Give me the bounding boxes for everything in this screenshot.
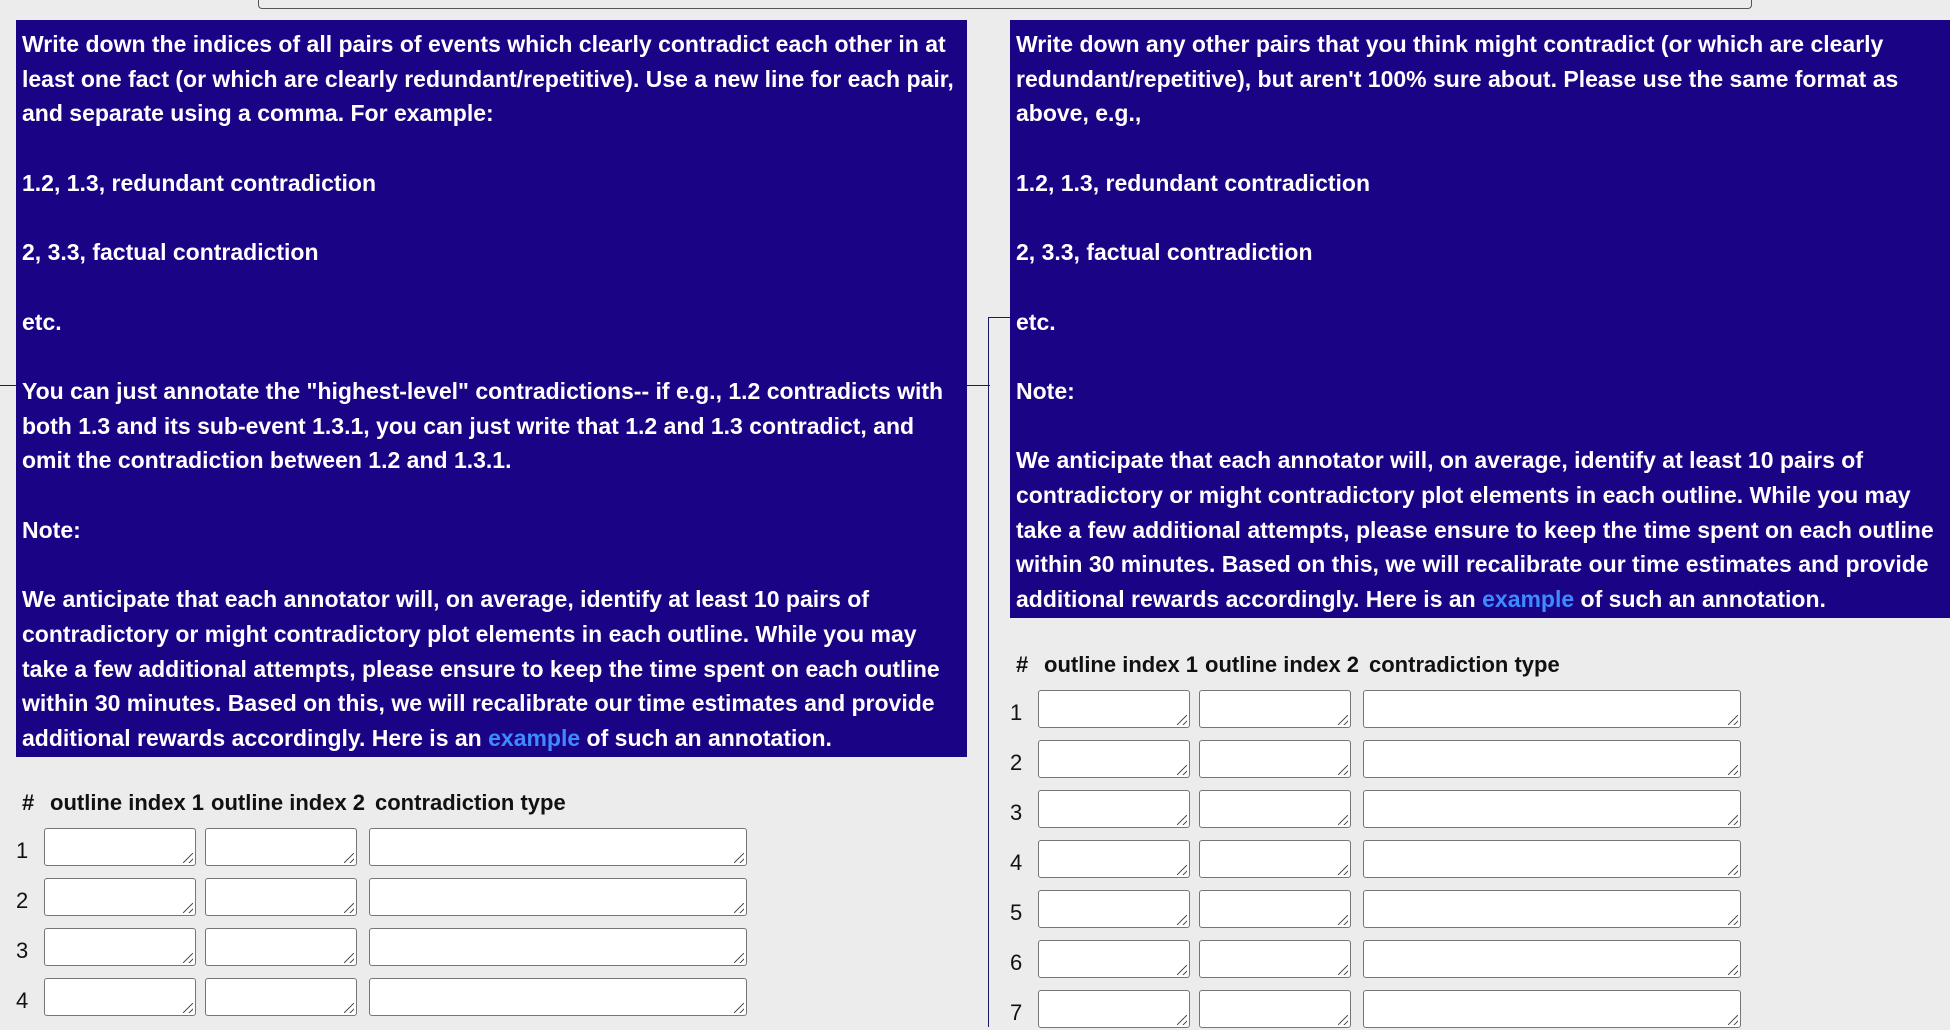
example-line: 2, 3.3, factual contradiction <box>1016 239 1313 266</box>
text: of such an annotation. <box>1574 586 1826 613</box>
outline-index-1-input[interactable] <box>1038 890 1190 928</box>
row-number: 6 <box>1010 950 1023 975</box>
row-number: 3 <box>16 938 29 963</box>
note-heading: Note: <box>22 516 81 543</box>
col-header-type: contradiction type <box>1369 652 1560 677</box>
row-number: 4 <box>16 988 29 1013</box>
text: of such an annotation. <box>580 724 832 751</box>
col-header-index1: outline index 1 <box>50 790 205 815</box>
example-line: etc. <box>1016 308 1056 335</box>
col-header-number: # <box>22 790 35 815</box>
contradiction-type-input[interactable] <box>1363 840 1741 878</box>
outline-index-2-input[interactable] <box>1199 690 1351 728</box>
example-line: 1.2, 1.3, redundant contradiction <box>1016 169 1371 196</box>
text: We anticipate that each annotator will, on average, identify <box>22 586 669 613</box>
example-line: 1.2, 1.3, redundant contradiction <box>22 169 377 196</box>
text: We anticipate that each annotator will, on average, identify <box>1016 447 1663 474</box>
row-number: 1 <box>1010 700 1023 725</box>
col-header-index2: outline index 2 <box>211 790 366 815</box>
instruction-paragraph <box>22 27 961 131</box>
outline-index-1-input[interactable] <box>44 828 196 866</box>
outline-index-2-input[interactable] <box>205 878 357 916</box>
row-number: 2 <box>1010 750 1023 775</box>
text: . While you may take a few additional attempts, please ensure to keep the time spent on each outline within 30 minutes. Based on this, we will recalibrate our time estimates and provide additional rewards accordingly. Here is an <box>22 620 940 751</box>
right-instructions-panel <box>1010 20 1950 618</box>
contradiction-type-input[interactable] <box>1363 990 1741 1028</box>
row-number: 3 <box>1010 800 1023 825</box>
contradiction-type-input[interactable] <box>1363 790 1741 828</box>
outline-index-2-input[interactable] <box>1199 990 1351 1028</box>
text: Write down any other pairs that you think <box>1016 31 1475 57</box>
emphasis-text: at least 10 pairs of contradictory or might contradictory plot elements in each outline <box>1016 447 1863 509</box>
divider-line <box>965 385 990 386</box>
divider-line <box>988 317 1010 318</box>
outline-index-1-input[interactable] <box>1038 940 1190 978</box>
contradiction-type-input[interactable] <box>369 878 747 916</box>
col-header-index1: outline index 1 <box>1044 652 1199 677</box>
outline-index-2-input[interactable] <box>1199 740 1351 778</box>
outline-index-2-input[interactable] <box>1199 840 1351 878</box>
definite-contradictions-table <box>16 790 756 1030</box>
outline-index-1-input[interactable] <box>1038 690 1190 728</box>
divider-line <box>988 317 989 1027</box>
row-number: 5 <box>1010 900 1023 925</box>
outline-index-2-input[interactable] <box>205 828 357 866</box>
contradiction-type-input[interactable] <box>1363 740 1741 778</box>
top-frame <box>258 0 1752 9</box>
contradiction-type-input[interactable] <box>369 928 747 966</box>
outline-index-1-input[interactable] <box>1038 740 1190 778</box>
emphasis-text: clearly contradict <box>578 31 770 57</box>
outline-index-2-input[interactable] <box>1199 890 1351 928</box>
outline-index-1-input[interactable] <box>1038 840 1190 878</box>
example-link[interactable]: example <box>1482 586 1575 613</box>
col-header-number: # <box>1016 652 1029 677</box>
contradiction-type-input[interactable] <box>369 978 747 1016</box>
outline-index-2-input[interactable] <box>205 928 357 966</box>
example-line: 2, 3.3, factual contradiction <box>22 239 319 266</box>
contradiction-type-input[interactable] <box>1363 690 1741 728</box>
emphasis-text: might contradict <box>1474 31 1655 57</box>
example-line: etc. <box>22 308 62 335</box>
outline-index-2-input[interactable] <box>205 978 357 1016</box>
row-number: 7 <box>1010 1000 1023 1025</box>
outline-index-2-input[interactable] <box>1199 790 1351 828</box>
text: (or which are clearly redundant/repetitive), but aren't 100% sure about. Please use the same format as above, e.g., <box>1016 31 1899 127</box>
outline-index-1-input[interactable] <box>44 928 196 966</box>
contradiction-type-input[interactable] <box>1363 890 1741 928</box>
instruction-paragraph: You can just annotate the "highest-level" contradictions-- if e.g., 1.2 contradicts with both 1.3 and its sub-event 1.3.1, you can just write that 1.2 and 1.3 contradict, and omit the contradiction between 1.2 and 1.3.1. <box>22 377 944 474</box>
instruction-paragraph <box>1016 443 1944 617</box>
contradiction-type-input[interactable] <box>1363 940 1741 978</box>
note-heading: Note: <box>1016 377 1075 404</box>
text: each other in at least one fact (or which are clearly redundant/repetitive). Use a new line for each pair, and separate using a comma. For example: <box>22 31 954 127</box>
row-number: 4 <box>1010 850 1023 875</box>
text: . While you may take a few additional attempts, please ensure to keep the time spent on each outline within 30 minutes. Based on this, we will recalibrate our time estimates and provide additional rewards accordingly. Here is an <box>1016 482 1934 613</box>
outline-index-1-input[interactable] <box>44 878 196 916</box>
instruction-paragraph <box>1016 27 1944 131</box>
possible-contradictions-table <box>1010 652 1750 1025</box>
left-instructions-panel <box>16 20 967 757</box>
outline-index-1-input[interactable] <box>44 978 196 1016</box>
row-number: 1 <box>16 838 29 863</box>
col-header-index2: outline index 2 <box>1205 652 1360 677</box>
text: Write down the indices of all pairs of events which <box>22 31 579 57</box>
outline-index-1-input[interactable] <box>1038 790 1190 828</box>
col-header-type: contradiction type <box>375 790 566 815</box>
outline-index-2-input[interactable] <box>1199 940 1351 978</box>
row-number: 2 <box>16 888 29 913</box>
emphasis-text: at least 10 pairs of contradictory or might contradictory plot elements in each outline <box>22 586 869 647</box>
example-link[interactable]: example <box>488 724 581 751</box>
outline-index-1-input[interactable] <box>1038 990 1190 1028</box>
instruction-paragraph <box>22 582 961 756</box>
contradiction-type-input[interactable] <box>369 828 747 866</box>
